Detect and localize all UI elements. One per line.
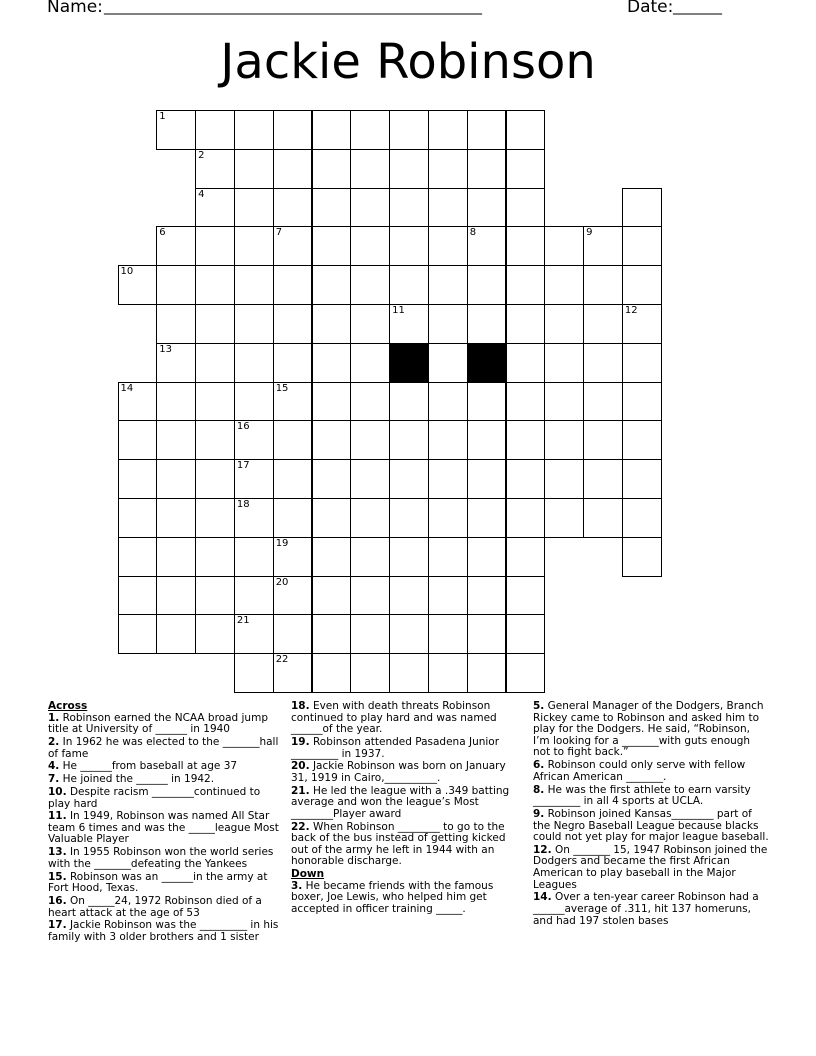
date-field[interactable]: _______ [673, 0, 722, 15]
grid-cell[interactable] [312, 498, 352, 538]
clue-item-number: 13. [48, 846, 67, 859]
grid-cell[interactable] [312, 226, 352, 266]
clue-number: 11 [392, 305, 405, 316]
clue-number: 20 [275, 576, 289, 588]
grid-cell[interactable] [195, 382, 235, 422]
grid-cell[interactable] [195, 110, 235, 150]
grid-cell[interactable] [195, 304, 235, 344]
clue-item-text: Even with death threats Robinson continued to play hard and was named ______of the year. [291, 700, 497, 736]
clue-item-number: 5. [533, 700, 545, 712]
across-clue-list-continued [291, 701, 519, 868]
down-clue-list-continued [533, 701, 769, 927]
grid-cell[interactable] [583, 343, 623, 383]
clue-item [48, 761, 280, 773]
grid-cell[interactable] [389, 459, 429, 499]
grid-cell[interactable] [544, 343, 584, 383]
clue-number: 8 [469, 227, 477, 239]
clue-column-2 [291, 701, 519, 917]
clue-number: 4 [198, 188, 205, 200]
grid-cell[interactable] [428, 110, 468, 150]
grid-cell[interactable] [428, 265, 468, 305]
grid-cell[interactable] [350, 537, 390, 577]
grid-cell[interactable] [506, 653, 546, 693]
grid-cell[interactable] [389, 304, 429, 344]
clue-number: 16 [236, 421, 250, 433]
clue-item-number: 15. [48, 870, 67, 883]
clue-item [291, 786, 519, 821]
grid-cell[interactable] [312, 420, 352, 460]
clue-item [291, 761, 519, 784]
clue-item-text: He joined the ______ in 1942. [59, 773, 215, 786]
clue-item-number: 19. [291, 735, 310, 748]
grid-cell[interactable] [350, 343, 390, 383]
clue-item-text: Robinson could only serve with fellow African American _______. [533, 759, 746, 783]
grid-cell[interactable] [312, 537, 352, 577]
grid-cell[interactable] [583, 420, 623, 460]
grid-cell[interactable] [195, 420, 235, 460]
grid-cell[interactable] [622, 498, 662, 538]
grid-cell[interactable] [544, 459, 584, 499]
clue-item-number: 16. [48, 895, 67, 907]
grid-cell[interactable] [467, 537, 507, 577]
grid-cell[interactable] [156, 343, 196, 383]
clue-item [533, 845, 769, 891]
clue-item-text: He led the league with a .349 batting average and won the league’s Most ________Player award [291, 784, 510, 820]
clue-item [48, 787, 280, 810]
clue-item-text: On _____24, 1972 Robinson died of a heart attack at the age of 53 [48, 895, 262, 919]
grid-cell[interactable] [467, 110, 507, 150]
grid-cell[interactable] [506, 614, 546, 654]
grid-cell[interactable] [428, 653, 468, 693]
grid-cell[interactable] [273, 614, 313, 654]
clue-number: 9 [586, 227, 593, 239]
black-cell [467, 343, 507, 383]
grid-cell[interactable] [506, 537, 546, 577]
grid-cell[interactable] [118, 265, 158, 305]
grid-cell[interactable] [389, 226, 429, 266]
clue-number: 6 [159, 227, 166, 239]
grid-cell[interactable] [583, 498, 623, 538]
grid-cell[interactable] [234, 420, 274, 460]
clue-item [533, 701, 769, 759]
grid-cell[interactable] [234, 382, 274, 422]
grid-cell[interactable] [273, 653, 313, 693]
grid-cell[interactable] [273, 149, 313, 189]
clue-item-number: 21. [291, 784, 310, 797]
grid-cell[interactable] [506, 226, 546, 266]
clue-item-text: Jackie Robinson was the _________ in his family with 3 older brothers and 1 sister [48, 919, 279, 943]
grid-cell[interactable] [273, 576, 313, 616]
grid-cell[interactable] [544, 265, 584, 305]
grid-cell[interactable] [312, 110, 352, 150]
grid-cell[interactable] [467, 304, 507, 344]
clue-item-number: 6. [533, 759, 545, 772]
grid-cell[interactable] [312, 459, 352, 499]
clue-item-text: Jackie Robinson was born on January 31, 1919 in Cairo,__________. [291, 760, 506, 784]
grid-cell[interactable] [350, 304, 390, 344]
grid-cell[interactable] [428, 226, 468, 266]
grid-cell[interactable] [544, 420, 584, 460]
grid-cell[interactable] [622, 188, 662, 228]
grid-cell[interactable] [622, 459, 662, 499]
grid-cell[interactable] [467, 265, 507, 305]
grid-cell[interactable] [273, 304, 313, 344]
grid-cell[interactable] [273, 498, 313, 538]
grid-cell[interactable] [234, 110, 274, 150]
grid-cell[interactable] [156, 498, 196, 538]
clue-item [48, 737, 280, 760]
clue-number: 19 [275, 537, 289, 549]
grid-cell[interactable] [622, 382, 662, 422]
grid-cell[interactable] [156, 304, 196, 344]
clue-item-number: 9. [533, 807, 545, 820]
clue-number: 1 [159, 111, 166, 122]
grid-cell[interactable] [273, 537, 313, 577]
grid-cell[interactable] [350, 226, 390, 266]
grid-cell[interactable] [234, 498, 274, 538]
clue-item-text: Robinson was an ______in the army at Fort Hood, Texas. [48, 870, 268, 895]
grid-cell[interactable] [156, 537, 196, 577]
grid-cell[interactable] [544, 304, 584, 344]
grid-cell[interactable] [118, 420, 158, 460]
grid-cell[interactable] [156, 226, 196, 266]
grid-cell[interactable] [234, 653, 274, 693]
name-label: Name: [47, 0, 103, 17]
clue-number: 2 [198, 149, 205, 161]
clue-number: 7 [275, 227, 283, 239]
grid-cell[interactable] [467, 382, 507, 422]
grid-cell[interactable] [234, 576, 274, 616]
clue-item [533, 809, 769, 844]
clue-item [48, 713, 280, 736]
grid-cell[interactable] [273, 459, 313, 499]
clue-item [48, 872, 280, 895]
grid-cell[interactable] [234, 304, 274, 344]
grid-cell[interactable] [273, 265, 313, 305]
grid-cell[interactable] [273, 343, 313, 383]
grid-cell[interactable] [467, 653, 507, 693]
grid-cell[interactable] [428, 576, 468, 616]
grid-cell[interactable] [350, 382, 390, 422]
clue-number: 21 [236, 615, 250, 627]
grid-cell[interactable] [195, 459, 235, 499]
clue-item-number: 11. [48, 810, 67, 823]
grid-cell[interactable] [389, 576, 429, 616]
clue-item-text: In 1949, Robinson was named All Star team 6 times and was the _____league Most Valuable Player [48, 810, 279, 846]
across-clue-list [48, 713, 280, 944]
clue-item [48, 847, 280, 870]
grid-cell[interactable] [118, 382, 158, 422]
grid-cell[interactable] [467, 188, 507, 228]
clue-item [533, 760, 769, 783]
grid-cell[interactable] [350, 459, 390, 499]
grid-cell[interactable] [389, 420, 429, 460]
grid-cell[interactable] [118, 576, 158, 616]
down-heading: Down [291, 868, 325, 881]
grid-cell[interactable] [389, 498, 429, 538]
clue-item [533, 785, 769, 808]
clue-item [48, 896, 280, 919]
grid-cell[interactable] [506, 188, 546, 228]
clue-item [48, 920, 280, 943]
clue-number: 13 [159, 343, 173, 355]
grid-cell[interactable] [506, 576, 546, 616]
grid-cell[interactable] [312, 304, 352, 344]
clue-item-number: 1. [48, 711, 60, 724]
clue-item [48, 774, 280, 786]
grid-cell[interactable] [428, 304, 468, 344]
clue-number: 14 [120, 382, 134, 394]
clue-item-number: 20. [291, 760, 310, 773]
grid-cell[interactable] [312, 149, 352, 189]
page-title: Jackie Robinson [220, 34, 596, 90]
grid-cell[interactable] [506, 304, 546, 344]
clue-item [533, 892, 769, 927]
grid-cell[interactable] [312, 265, 352, 305]
grid-cell[interactable] [234, 265, 274, 305]
clue-number: 10 [120, 266, 134, 278]
grid-cell[interactable] [389, 614, 429, 654]
grid-cell[interactable] [389, 653, 429, 693]
grid-cell[interactable] [428, 343, 468, 383]
grid-cell[interactable] [428, 498, 468, 538]
grid-cell[interactable] [428, 459, 468, 499]
grid-cell[interactable] [583, 304, 623, 344]
clue-number: 17 [236, 460, 250, 472]
grid-cell[interactable] [622, 343, 662, 383]
grid-cell[interactable] [273, 420, 313, 460]
grid-cell[interactable] [273, 382, 313, 422]
grid-cell[interactable] [622, 304, 662, 344]
grid-cell[interactable] [156, 110, 196, 150]
grid-cell[interactable] [234, 149, 274, 189]
grid-cell[interactable] [350, 188, 390, 228]
grid-cell[interactable] [312, 576, 352, 616]
grid-cell[interactable] [195, 343, 235, 383]
clue-item [291, 737, 519, 760]
clue-item-text: On _______ 15, 1947 Robinson joined the Dodgers and became the first African American to play baseball in the Major Leagues [533, 843, 768, 891]
grid-cell[interactable] [622, 537, 662, 577]
grid-cell[interactable] [467, 459, 507, 499]
grid-cell[interactable] [350, 420, 390, 460]
clue-item-number: 22. [291, 820, 310, 833]
date-label: Date: [627, 0, 674, 17]
clue-item [291, 822, 519, 868]
grid-cell[interactable] [312, 653, 352, 693]
clue-item-text: In 1962 he was elected to the _______hall of fame [48, 735, 279, 760]
clue-item-number: 2. [48, 735, 60, 748]
clue-item-text: Robinson attended Pasadena Junior _________ in 1937. [291, 735, 500, 760]
grid-cell[interactable] [195, 149, 235, 189]
grid-cell[interactable] [195, 226, 235, 266]
grid-cell[interactable] [234, 459, 274, 499]
grid-cell[interactable] [506, 382, 546, 422]
clue-item-text: When Robinson ________ to go to the back of the bus instead of getting kicked out of the army he left in 1944 with an honorable discharge. [291, 820, 506, 868]
grid-cell[interactable] [350, 265, 390, 305]
grid-cell[interactable] [506, 149, 546, 189]
grid-cell[interactable] [622, 226, 662, 266]
grid-cell[interactable] [234, 343, 274, 383]
grid-cell[interactable] [156, 382, 196, 422]
grid-cell[interactable] [195, 188, 235, 228]
grid-cell[interactable] [350, 576, 390, 616]
clue-item-number: 10. [48, 785, 67, 798]
grid-cell[interactable] [350, 614, 390, 654]
grid-cell[interactable] [273, 226, 313, 266]
clue-column-3 [533, 701, 769, 928]
grid-cell[interactable] [234, 614, 274, 654]
grid-cell[interactable] [428, 420, 468, 460]
name-field[interactable]: ______________________________________________________ [104, 0, 482, 15]
grid-cell[interactable] [195, 614, 235, 654]
clue-item-number: 8. [533, 783, 545, 796]
grid-cell[interactable] [234, 537, 274, 577]
grid-cell[interactable] [506, 459, 546, 499]
grid-cell[interactable] [428, 188, 468, 228]
grid-cell[interactable] [544, 226, 584, 266]
grid-cell[interactable] [195, 265, 235, 305]
grid-cell[interactable] [389, 149, 429, 189]
grid-cell[interactable] [506, 343, 546, 383]
grid-cell[interactable] [467, 226, 507, 266]
clue-item-number: 7. [48, 773, 60, 786]
grid-cell[interactable] [195, 537, 235, 577]
grid-cell[interactable] [156, 614, 196, 654]
grid-cell[interactable] [350, 653, 390, 693]
grid-cell[interactable] [622, 265, 662, 305]
grid-cell[interactable] [118, 537, 158, 577]
clue-number: 22 [275, 654, 289, 666]
grid-cell[interactable] [118, 498, 158, 538]
grid-cell[interactable] [156, 265, 196, 305]
grid-cell[interactable] [506, 265, 546, 305]
grid-cell[interactable] [544, 498, 584, 538]
grid-cell[interactable] [467, 420, 507, 460]
clue-item-text: In 1955 Robinson won the world series with the _______defeating the Yankees [48, 846, 274, 870]
grid-cell[interactable] [273, 110, 313, 150]
clue-item-number: 12. [533, 843, 552, 856]
clue-item-text: Over a ten-year career Robinson had a ______average of .311, hit 137 homeruns, and had 197 stolen bases [533, 891, 759, 927]
clue-number: 15 [275, 382, 289, 394]
clue-item-number: 14. [533, 891, 552, 904]
grid-cell[interactable] [389, 110, 429, 150]
grid-cell[interactable] [506, 420, 546, 460]
grid-cell[interactable] [312, 188, 352, 228]
grid-cell[interactable] [544, 382, 584, 422]
grid-cell[interactable] [350, 149, 390, 189]
grid-cell[interactable] [195, 576, 235, 616]
grid-cell[interactable] [583, 459, 623, 499]
grid-cell[interactable] [583, 382, 623, 422]
grid-cell[interactable] [389, 188, 429, 228]
clue-number: 18 [236, 499, 250, 510]
clue-item-text: Robinson earned the NCAA broad jump title at University of ______ in 1940 [48, 711, 268, 736]
grid-cell[interactable] [467, 576, 507, 616]
grid-cell[interactable] [118, 459, 158, 499]
grid-cell[interactable] [389, 265, 429, 305]
grid-cell[interactable] [234, 188, 274, 228]
grid-cell[interactable] [583, 265, 623, 305]
grid-cell[interactable] [118, 614, 158, 654]
clue-item [291, 881, 519, 916]
grid-cell[interactable] [467, 614, 507, 654]
grid-cell[interactable] [428, 149, 468, 189]
grid-cell[interactable] [467, 149, 507, 189]
clue-item-text: Robinson joined Kansas________ part of the Negro Baseball League because blacks could not yet play for major league baseball. [533, 807, 769, 844]
grid-cell[interactable] [428, 382, 468, 422]
clue-item-number: 4. [48, 760, 60, 773]
grid-cell[interactable] [389, 537, 429, 577]
clue-item-number: 3. [291, 879, 303, 892]
down-clue-list [291, 881, 519, 916]
clue-item-number: 18. [291, 700, 310, 712]
grid-cell[interactable] [389, 382, 429, 422]
clue-item-text: He ______from baseball at age 37 [59, 760, 238, 773]
clue-item-number: 17. [48, 919, 67, 932]
grid-cell[interactable] [622, 420, 662, 460]
clue-number: 12 [624, 305, 638, 316]
grid-cell[interactable] [583, 226, 623, 266]
grid-cell[interactable] [195, 498, 235, 538]
grid-cell[interactable] [428, 614, 468, 654]
grid-cell[interactable] [273, 188, 313, 228]
grid-cell[interactable] [506, 498, 546, 538]
grid-cell[interactable] [312, 343, 352, 383]
grid-cell[interactable] [156, 576, 196, 616]
black-cell [389, 343, 429, 383]
grid-cell[interactable] [312, 614, 352, 654]
grid-cell[interactable] [350, 498, 390, 538]
grid-cell[interactable] [156, 420, 196, 460]
grid-cell[interactable] [312, 382, 352, 422]
clue-item [291, 701, 519, 736]
grid-cell[interactable] [350, 110, 390, 150]
grid-cell[interactable] [234, 226, 274, 266]
clue-item-text: He became friends with the famous boxer, Joe Lewis, who helped him get accepted in officer training _____. [291, 879, 494, 916]
grid-cell[interactable] [506, 110, 546, 150]
clue-item [48, 811, 280, 846]
clue-item-text: Despite racism ________continued to play hard [48, 785, 261, 810]
across-heading: Across [48, 700, 88, 712]
grid-cell[interactable] [156, 459, 196, 499]
clue-column-1 [48, 701, 280, 945]
clue-item-text: General Manager of the Dodgers, Branch Rickey came to Robinson and asked him to play for the Dodgers. He said, “Robinson, I’m looking for a _______with guts enough not to fight back.” [533, 700, 764, 759]
grid-cell[interactable] [428, 537, 468, 577]
grid-cell[interactable] [467, 498, 507, 538]
clue-item-text: He was the first athlete to earn varsity _________ in all 4 sports at UCLA. [533, 783, 751, 808]
